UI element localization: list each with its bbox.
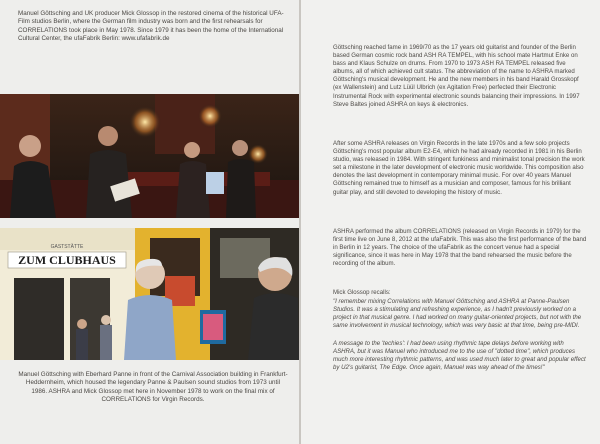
quote-2: A message to the 'techies': I had been using rhythmic tape delays before working with ASHRA, but it was Manuel who introduced me to the use of "dotted time", which produces much more interesting rhythmic patterns, and was used much later to great and popular effect by U2's guitarist, The Edge. Once again, Manuel was way ahead of the times!" (333, 340, 586, 372)
paragraph-2: After some ASHRA releases on Virgin Records in the late 1970s and a few solo projects Göttsching's most popular album E2-E4, which he had already recorded in 1981 in his Berlin studio, was released in 1984. With stringent funkiness and minimalist tonal precision the work set a milestone in the later development of electronic music worldwide. This composition also denotes the last development in contemporary minimal music. For over 40 years Manuel Göttsching remained true to himself as a musician and composer, famous for his brilliant guitar play, and still devoted to developing the history of music. (333, 140, 585, 196)
quote-1: "I remember mixing Correlations with Manuel Göttsching and ASHRA at Panne-Paulsen Studios. It was a stimulating and refreshing experience, as I hadn't previously worked on a project in that musical genre. I had worked on many guitar-oriented projects, but not with the same involvement in musical technology, which was very basic at that time, being pre-MIDI. (333, 298, 582, 330)
caption-bottom: Manuel Göttsching with Eberhard Panne in front of the Carnival Association building in Frankfurt-Heddernheim, which housed the legendary Panne & Paulsen sound studios from 1973 until 1986. ASHRA and Mick Glossop met here in November 1978 to work on the final mix of CORRELATIONS for Virgin Records. (18, 371, 288, 404)
recall-heading: Mick Glossop recalls: (333, 289, 391, 296)
paragraph-1: Göttsching reached fame in 1969/70 as the 17 years old guitarist and founder of the Berlin based German cosmic rock band ASH RA TEMPEL, with his school mate Hartmut Enke on bass and Klaus Schulze on drums. From 1970 to 1973 ASH RA TEMPEL released five albums, all of which achieved cult status. The abbreviation of the name to ASHRA marked Göttsching's musical development. He and the new members in his band Harald Grosskopf (ex Wallenstein) and Lutz Lüül Ulbrich (ex Agitation Free) perfected their Electronic Instrumental Rock with experimental electronic sounds balancing their impressions. In 1997 Steve Baltes joined ASHRA on keys & electronics. (333, 44, 580, 108)
sign-text: ZUM CLUBHAUS (18, 253, 116, 267)
paragraph-3: ASHRA performed the album CORRELATIONS (released on Virgin Records in 1979) for the first time live on June 8, 2012 at the ufaFabrik. This was also the first performance of the band in Berlin in 12 years. The choice of the ufaFabrik as the concert venue had a special significance, since it was here in May 1978 that the band rehearsed the music before the recording of the album. (333, 228, 587, 268)
photo-cinema (0, 94, 299, 218)
clubhaus-photo-illustration (0, 228, 299, 360)
caption-top: Manuel Göttsching and UK producer Mick Glossop in the restored cinema of the historical UFA-Film studios Berlin, where the German film industry was born and the first rehearsals for CORRELATIONS took place in May 1978. Since 1979 it has been the home of the International Cultural Center, the ufaFabrik Berlin: www.ufafabrik.de (18, 10, 284, 43)
right-page (301, 0, 600, 444)
photo-clubhaus (0, 228, 299, 360)
sign-small-text: GASTSTÄTTE (50, 244, 84, 250)
cinema-photo-illustration (0, 94, 299, 218)
left-page (0, 0, 299, 444)
